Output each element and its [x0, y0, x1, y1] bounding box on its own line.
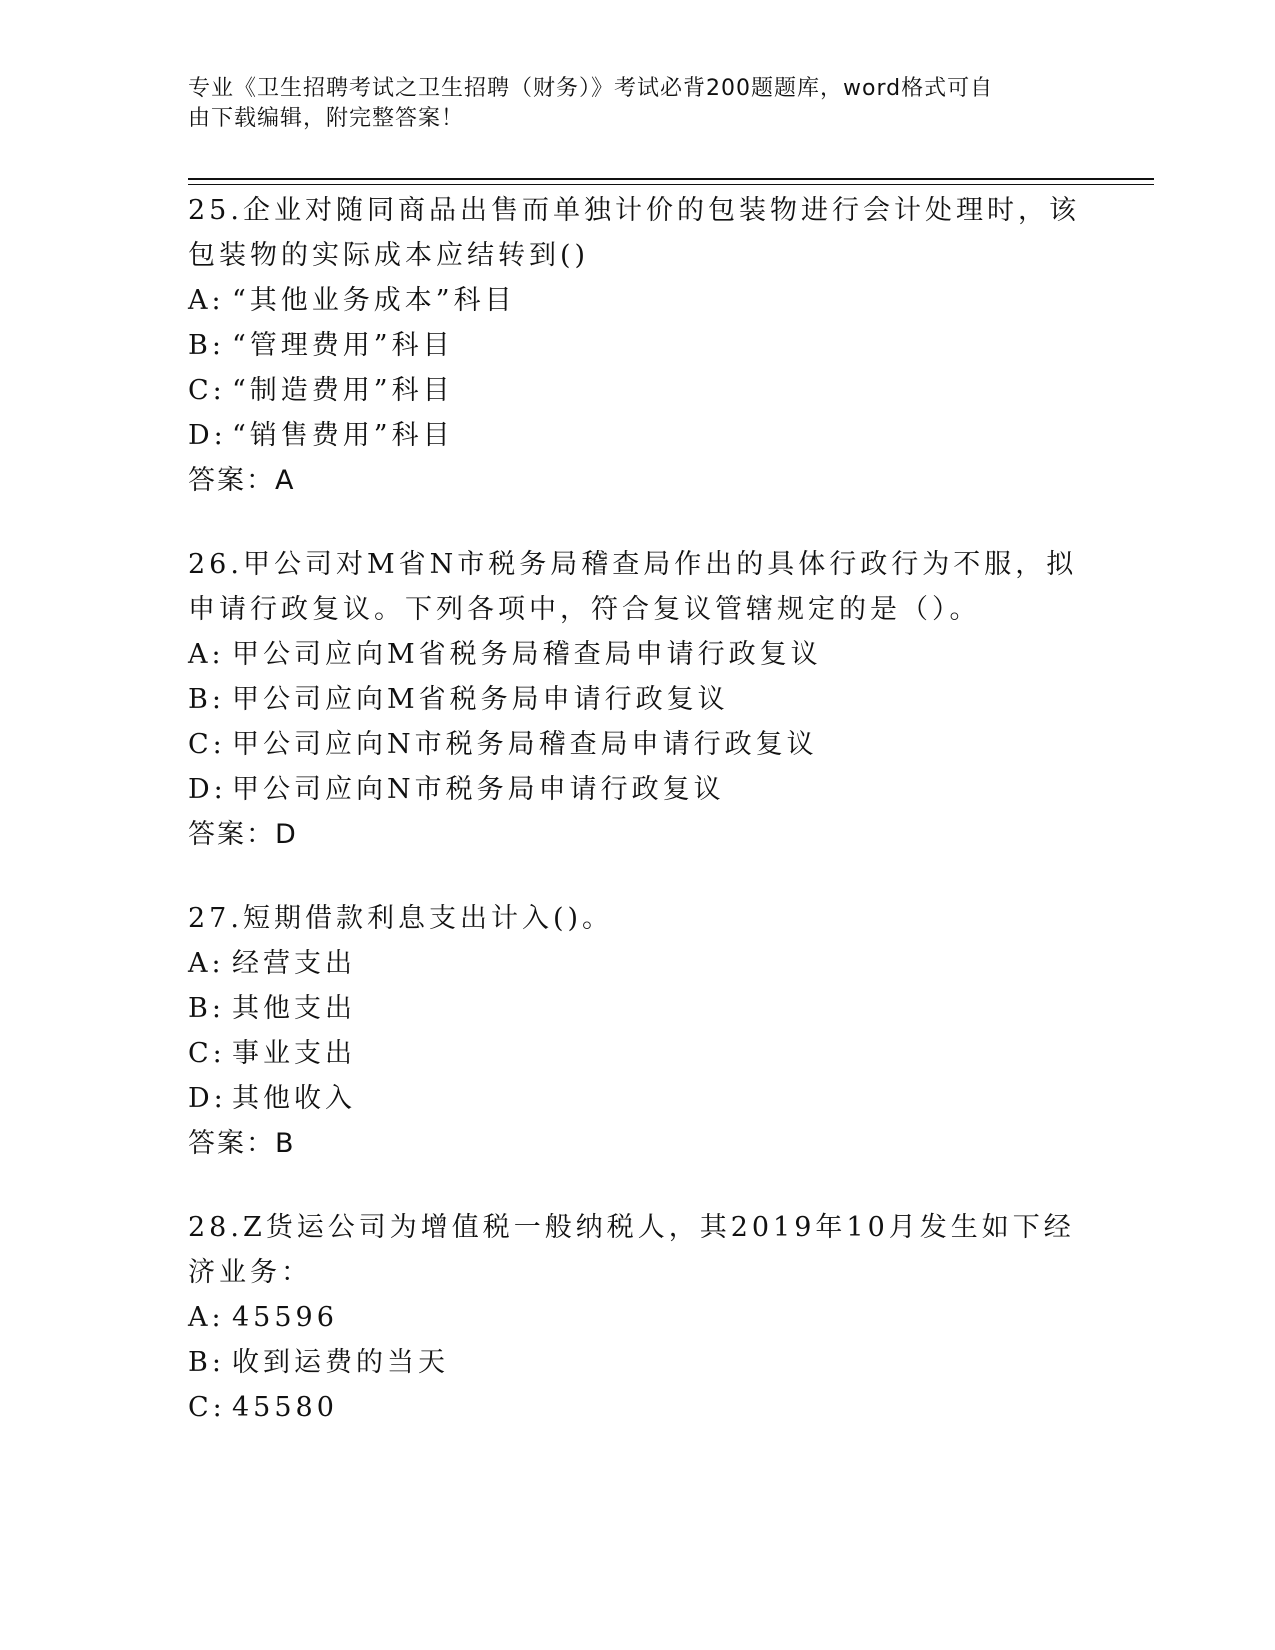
header-line-1: 专业《卫生招聘考试之卫生招聘（财务）》考试必背200题题库，word格式可自 [188, 76, 994, 101]
option-text: 其他收入 [232, 1083, 356, 1114]
option-text: 经营支出 [232, 948, 356, 979]
option-text: 甲公司应向M省税务局申请行政复议 [232, 684, 729, 715]
option-key: B: [188, 330, 225, 361]
question-text: 27.短期借款利息支出计入()。 [188, 903, 614, 934]
option-a [188, 1295, 1088, 1340]
option-key: D: [188, 774, 227, 805]
option-key: A: [188, 639, 225, 670]
option-a [188, 632, 1088, 677]
option-key: B: [188, 993, 225, 1024]
option-b [188, 677, 1088, 722]
option-key: B: [188, 684, 225, 715]
header-divider-thick [188, 178, 1154, 180]
answer-label: 答案： [188, 1128, 275, 1159]
answer-label: 答案： [188, 819, 275, 850]
option-b [188, 1340, 1088, 1385]
option-key: A: [188, 1302, 225, 1333]
option-text: 事业支出 [232, 1038, 356, 1069]
option-text: “其他业务成本”科目 [232, 285, 516, 316]
answer-value: D [275, 819, 298, 850]
question-text: 26.甲公司对M省N市税务局稽查局作出的具体行政行为不服，拟申请行政复议。下列各项中，符合复议管辖规定的是（）。 [188, 549, 1078, 625]
option-d [188, 1076, 1088, 1121]
question-26 [188, 542, 1088, 857]
option-c [188, 722, 1088, 767]
question-text: 28.Z货运公司为增值税一般纳税人，其2019年10月发生如下经济业务： [188, 1212, 1075, 1288]
option-key: C: [188, 1038, 226, 1069]
option-key: C: [188, 1392, 226, 1423]
option-c [188, 368, 1088, 413]
option-d [188, 767, 1088, 812]
option-a [188, 278, 1088, 323]
option-key: C: [188, 729, 226, 760]
option-c [188, 1385, 1088, 1430]
option-key: C: [188, 375, 226, 406]
option-a [188, 941, 1088, 986]
question-list [188, 188, 1088, 1469]
header-line-2: 由下载编辑，附完整答案！ [188, 106, 465, 131]
answer-line [188, 458, 1088, 503]
option-b [188, 323, 1088, 368]
option-text: 收到运费的当天 [232, 1347, 449, 1378]
option-text: 甲公司应向N市税务局申请行政复议 [232, 774, 725, 805]
question-27 [188, 896, 1088, 1166]
answer-label: 答案： [188, 465, 275, 496]
option-text: “制造费用”科目 [232, 375, 454, 406]
document-header [188, 74, 1068, 134]
option-text: 其他支出 [232, 993, 356, 1024]
answer-line [188, 812, 1088, 857]
option-text: “管理费用”科目 [232, 330, 454, 361]
question-text: 25.企业对随同商品出售而单独计价的包装物进行会计处理时，该包装物的实际成本应结转到() [188, 195, 1080, 271]
option-key: A: [188, 285, 225, 316]
option-c [188, 1031, 1088, 1076]
option-key: B: [188, 1347, 225, 1378]
answer-value: A [275, 465, 296, 496]
option-d [188, 413, 1088, 458]
option-text: “销售费用”科目 [232, 420, 454, 451]
option-text: 甲公司应向M省税务局稽查局申请行政复议 [232, 639, 822, 670]
question-28 [188, 1205, 1088, 1430]
option-key: A: [188, 948, 225, 979]
option-text: 甲公司应向N市税务局稽查局申请行政复议 [232, 729, 818, 760]
question-25 [188, 188, 1088, 503]
answer-line [188, 1121, 1088, 1166]
option-key: D: [188, 1083, 227, 1114]
answer-value: B [275, 1128, 296, 1159]
option-b [188, 986, 1088, 1031]
option-text: 45580 [232, 1392, 338, 1423]
header-divider-thin [188, 184, 1154, 185]
option-key: D: [188, 420, 227, 451]
option-text: 45596 [232, 1302, 338, 1333]
